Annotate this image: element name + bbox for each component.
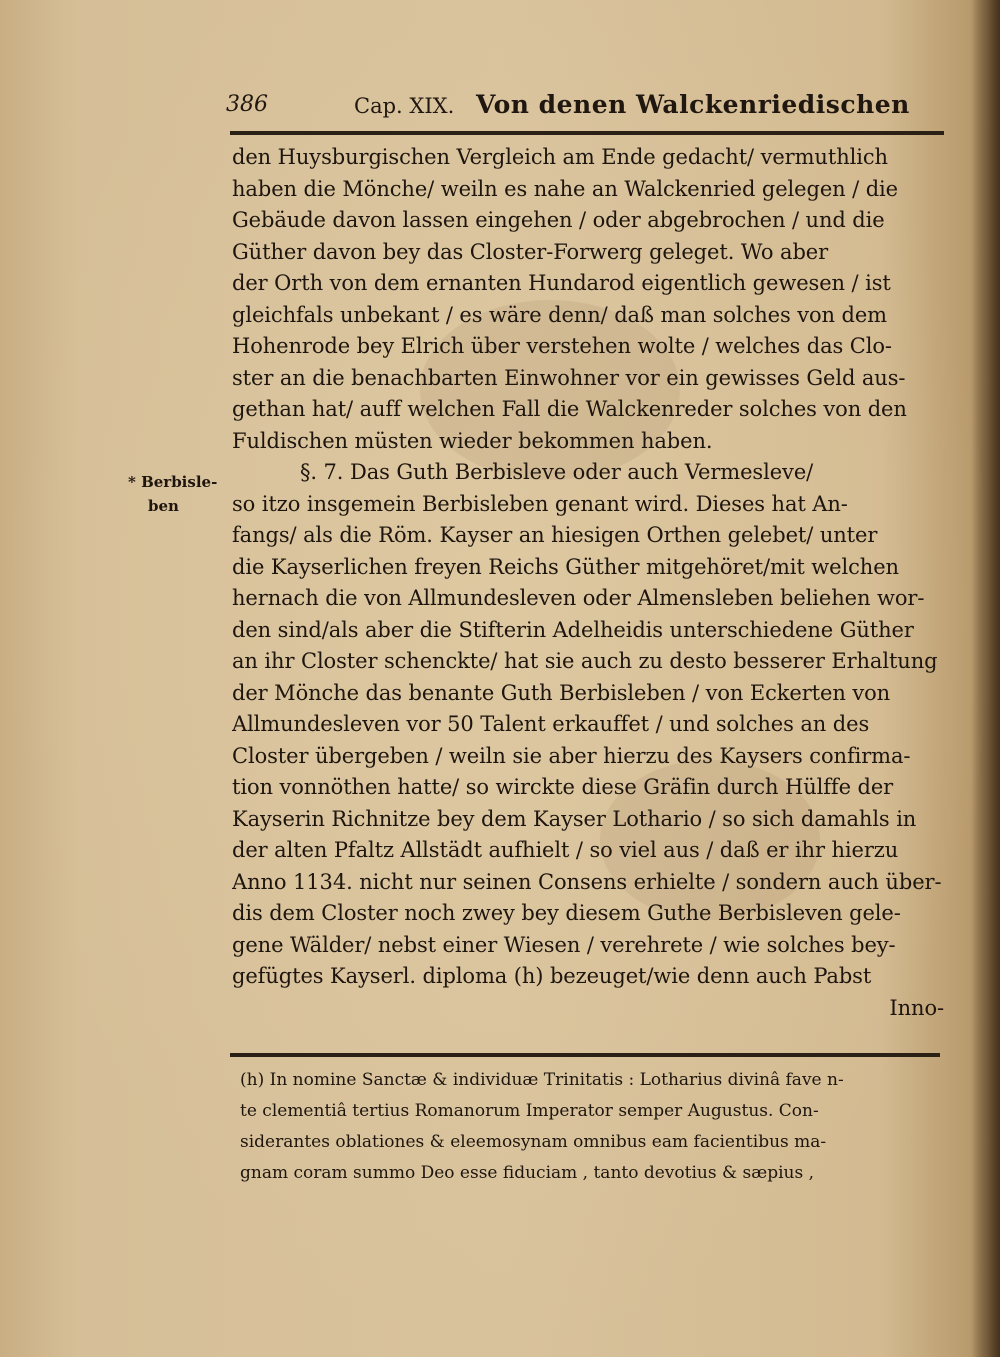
text-line: Closter übergeben / weiln sie aber hierzu des Kaysers confirma- (232, 743, 911, 768)
page-edge-shadow (972, 0, 1000, 1357)
text-line: hernach die von Allmundesleven oder Almensleben beliehen wor- (232, 586, 925, 610)
page-number: 386 (226, 92, 268, 117)
footnote-line: siderantes oblationes & eleemosynam omnibus eam facientibus ma- (240, 1132, 827, 1152)
text-line: den Huysburgischen Vergleich am Ende gedacht/ vermuthlich (232, 145, 888, 169)
text-line: Fuldischen müsten wieder bekommen haben. (232, 428, 713, 453)
text-line: den sind/als aber die Stifterin Adelheidis unterschiedene Güther (232, 617, 914, 642)
header-rule (230, 131, 944, 135)
running-title: Von denen Walckenriedischen (476, 90, 910, 119)
text-line: gefügtes Kayserl. diploma (h) bezeuget/wie denn auch Pabst (232, 964, 872, 988)
text-line: gene Wälder/ nebst einer Wiesen / verehrete / wie solches bey- (232, 932, 896, 957)
text-line: Hohenrode bey Elrich über verstehen wolte / welches das Clo- (232, 334, 892, 358)
marginal-note-line: ben (148, 497, 179, 515)
marginal-note-line: * Berbisle- (128, 473, 218, 491)
text-line: fangs/ als die Röm. Kayser an hiesigen Orthen gelebet/ unter (232, 523, 878, 547)
page-header (226, 88, 956, 128)
text-line: Gebäude davon lassen eingehen / oder abgebrochen / und die (232, 208, 885, 232)
text-line: ster an die benachbarten Einwohner vor ein gewisses Geld aus- (232, 365, 906, 390)
footnote-line: gnam coram summo Deo esse fiduciam , tanto devotius & sæpius , (240, 1163, 815, 1183)
text-line: gethan hat/ auff welchen Fall die Walckenreder solches von den (232, 397, 907, 421)
text-line: der Mönche das benante Guth Berbisleben / von Eckerten von (232, 680, 891, 705)
text-line: Allmundesleven vor 50 Talent erkauffet / und solches an des (232, 712, 870, 736)
text-line: der Orth von dem ernanten Hundarod eigentlich gewesen / ist (232, 271, 891, 295)
footnote-rule (230, 1053, 940, 1057)
body-text (232, 142, 952, 1024)
marginal-note (128, 470, 228, 518)
text-line: der alten Pfaltz Allstädt aufhielt / so viel aus / daß er ihr hierzu (232, 838, 899, 862)
text-line: so itzo insgemein Berbisleben genant wird. Dieses hat An- (232, 491, 848, 516)
text-line: Güther davon bey das Closter-Forwerg geleget. Wo aber (232, 239, 829, 264)
catchword: Inno- (889, 995, 944, 1020)
text-line: haben die Mönche/ weiln es nahe an Walckenried gelegen / die (232, 176, 898, 201)
section-heading-line: §. 7. Das Guth Berbisleve oder auch Vermesleve/ (300, 460, 814, 484)
text-line: Kayserin Richnitze bey dem Kayser Lothario / so sich damahls in (232, 806, 917, 831)
text-line: dis dem Closter noch zwey bey diesem Guthe Berbisleven gele- (232, 901, 901, 925)
footnote-line: te clementiâ tertius Romanorum Imperator semper Augustus. Con- (240, 1101, 819, 1121)
footnote (240, 1065, 960, 1189)
text-line: an ihr Closter schenckte/ hat sie auch zu desto besserer Erhaltung (232, 649, 938, 673)
text-line: tion vonnöthen hatte/ so wirckte diese Gräfin durch Hülffe der (232, 775, 894, 799)
footnote-line: (h) In nomine Sanctæ & individuæ Trinitatis : Lotharius divinâ fave n- (240, 1070, 844, 1090)
text-line: die Kayserlichen freyen Reichs Güther mitgehöret/mit welchen (232, 554, 899, 579)
text-line: gleichfals unbekant / es wäre denn/ daß man solches von dem (232, 302, 887, 327)
chapter-label: Cap. XIX. (354, 94, 455, 118)
text-line: Anno 1134. nicht nur seinen Consens erhielte / sondern auch über- (232, 869, 942, 894)
